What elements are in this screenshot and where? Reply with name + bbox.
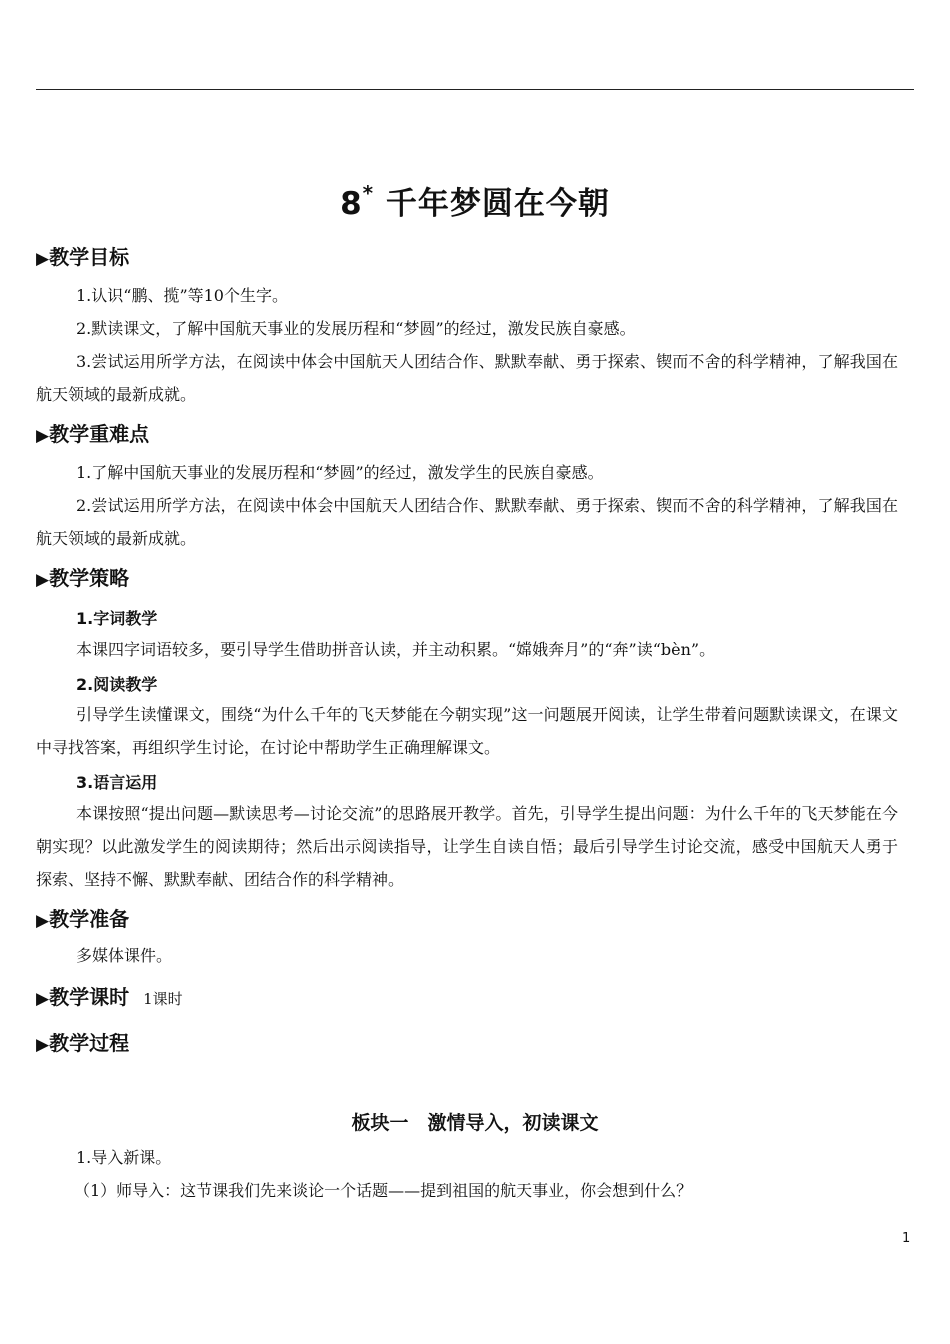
header-rule xyxy=(36,89,914,90)
strategy-subheading: 1.字词教学 xyxy=(76,609,158,628)
process-item: 1.导入新课。 xyxy=(76,1148,172,1167)
triangle-icon: ▶ xyxy=(36,911,50,931)
section-heading-hours: ▶教学课时 1课时 xyxy=(36,985,183,1009)
section-heading-preparation: ▶教学准备 xyxy=(36,907,130,931)
hours-value: 1课时 xyxy=(143,990,183,1008)
strategy-text: 引导学生读懂课文，围绕“为什么千年的飞天梦能在今朝实现”这一问题展开阅读，让学生带着问题默读课文，在课文中寻找答案，再组织学生讨论，在讨论中帮助学生正确理解课文。 xyxy=(36,705,898,757)
strategy-subheading: 3.语言运用 xyxy=(76,773,158,792)
triangle-icon: ▶ xyxy=(36,570,50,590)
triangle-icon: ▶ xyxy=(36,426,50,446)
goal-item: 1.认识“鹏、揽”等10个生字。 xyxy=(76,286,288,305)
lesson-title xyxy=(0,178,950,223)
strategy-subheading: 2.阅读教学 xyxy=(76,675,158,694)
goal-item: 2.默读课文，了解中国航天事业的发展历程和“梦圆”的经过，激发民族自豪感。 xyxy=(76,319,636,338)
section-heading-strategy: ▶教学策略 xyxy=(36,566,130,590)
key-point-item: 2.尝试运用所学方法，在阅读中体会中国航天人团结合作、默默奉献、勇于探索、锲而不舍的科学精神，了解我国在航天领域的最新成就。 xyxy=(36,496,898,548)
preparation-text: 多媒体课件。 xyxy=(76,946,173,965)
lesson-title-text: 千年梦圆在今朝 xyxy=(385,186,610,222)
process-item: （1）师导入：这节课我们先来谈论一个话题——提到祖国的航天事业，你会想到什么？ xyxy=(74,1181,693,1200)
lesson-mark: * xyxy=(362,181,375,205)
triangle-icon: ▶ xyxy=(36,989,50,1009)
key-point-item: 1.了解中国航天事业的发展历程和“梦圆”的经过，激发学生的民族自豪感。 xyxy=(76,463,604,482)
triangle-icon: ▶ xyxy=(36,1035,50,1055)
section-heading-key-points: ▶教学重难点 xyxy=(36,422,150,446)
lesson-number: 8 xyxy=(340,186,363,222)
section-heading-goals: ▶教学目标 xyxy=(36,245,130,269)
section-heading-process: ▶教学过程 xyxy=(36,1031,130,1055)
block-title: 板块一 激情导入，初读课文 xyxy=(351,1112,599,1134)
page-number: 1 xyxy=(902,1231,911,1246)
strategy-text: 本课按照“提出问题—默读思考—讨论交流”的思路展开教学。首先，引导学生提出问题：为什么千年的飞天梦能在今朝实现？以此激发学生的阅读期待；然后出示阅读指导，让学生自读自悟；最后引导学生讨论交流，感受中国航天人勇于探索、坚持不懈、默默奉献、团结合作的科学精神。 xyxy=(36,804,898,889)
strategy-text: 本课四字词语较多，要引导学生借助拼音认读，并主动积累。“嫦娥奔月”的“奔”读“bèn”。 xyxy=(76,640,716,659)
triangle-icon: ▶ xyxy=(36,249,50,269)
goal-item: 3.尝试运用所学方法，在阅读中体会中国航天人团结合作、默默奉献、勇于探索、锲而不舍的科学精神，了解我国在航天领域的最新成就。 xyxy=(36,352,898,404)
